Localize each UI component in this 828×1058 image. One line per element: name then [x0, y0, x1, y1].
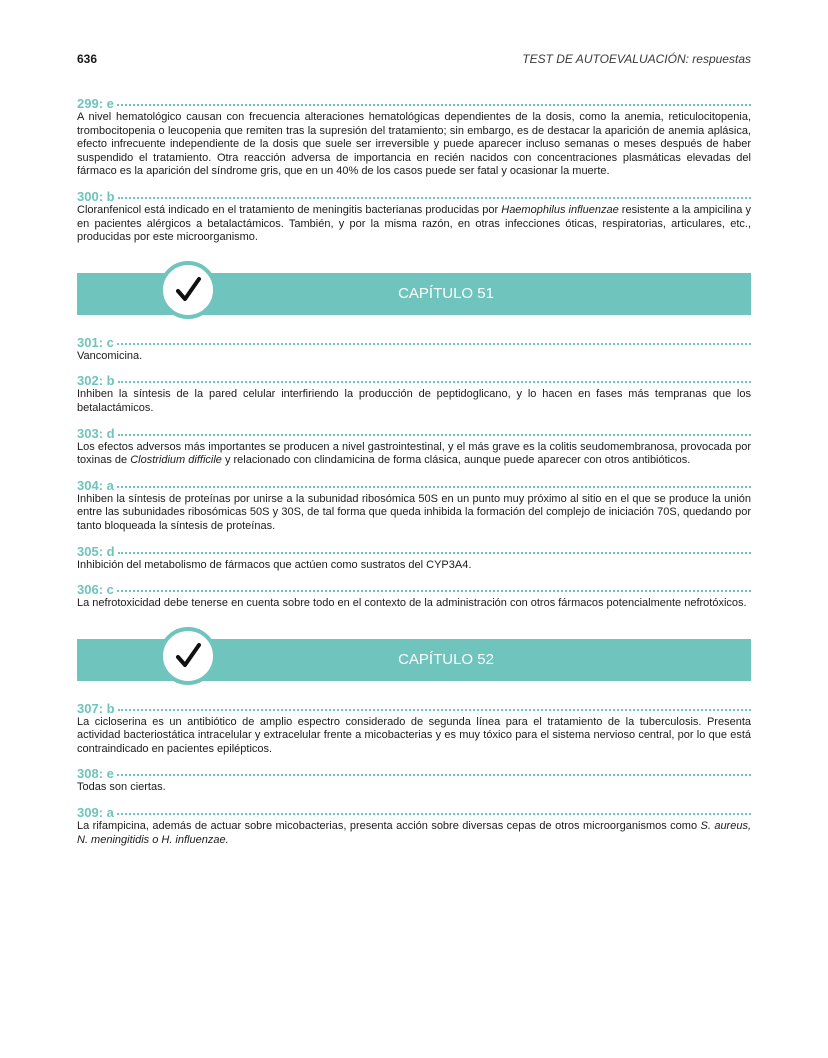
dotted-leader	[117, 343, 751, 345]
dotted-leader	[117, 813, 751, 815]
entry-group-b	[77, 335, 751, 611]
italic-term: S. aureus, N. meningitidis o H. influenzae.	[77, 820, 752, 846]
answer-entry	[77, 766, 751, 795]
answer-label: 302: b	[77, 373, 115, 389]
answer-explanation	[77, 388, 751, 415]
text-run: La nefrotoxicidad debe tenerse en cuenta sobre todo en el contexto de la administración con otros fármacos potencialmente nefrotóxicos.	[77, 597, 747, 610]
answer-label: 307: b	[77, 700, 115, 716]
answer-entry	[77, 805, 751, 847]
answer-explanation	[77, 350, 751, 364]
answer-explanation	[77, 493, 751, 534]
text-run: y relacionado con clindamicina de forma clásica, aunque puede aparecer con otros antibióticos.	[221, 454, 691, 467]
page-content	[77, 96, 751, 857]
answer-label: 306: c	[77, 582, 114, 598]
dotted-leader	[117, 104, 751, 106]
entry-group-c	[77, 701, 751, 848]
text-run: Los efectos adversos más importantes se producen a nivel gastrointestinal, y el más grave es la colitis seudomembranosa, provocada por toxinas de	[77, 440, 751, 467]
text-run: Vancomicina.	[77, 349, 143, 362]
answer-heading	[77, 766, 751, 781]
answer-heading	[77, 373, 751, 388]
dotted-leader	[117, 774, 751, 776]
italic-term: Clostridium difficile	[130, 454, 222, 467]
answer-heading	[77, 582, 751, 597]
dotted-leader	[118, 552, 751, 554]
answer-explanation	[77, 781, 751, 795]
answer-heading	[77, 701, 751, 716]
answer-heading	[77, 426, 751, 441]
dotted-leader	[118, 434, 751, 436]
answer-entry	[77, 373, 751, 415]
chapter-title: CAPÍTULO 52	[398, 650, 494, 668]
answer-explanation	[77, 204, 751, 245]
answer-label: 305: d	[77, 543, 115, 559]
page-number: 636	[77, 52, 98, 66]
answer-explanation	[77, 441, 751, 468]
dotted-leader	[118, 197, 751, 199]
answer-heading	[77, 189, 751, 204]
answer-explanation	[77, 716, 751, 757]
answer-explanation	[77, 559, 751, 573]
entry-group-a	[77, 96, 751, 245]
running-header: TEST DE AUTOEVALUACIÓN: respuestas	[522, 52, 751, 66]
answer-heading	[77, 478, 751, 493]
text-run: Inhiben la síntesis de proteínas por unirse a la subunidad ribosómica 50S en un punto muy próximo al sitio en el que se produce la unión entre las subunidades ribosómicas 50S y 30S, de tal forma que queda inhibida la formación del complejo de iniciación 70S, quedando por tanto bloqueada la síntesis de proteínas.	[77, 492, 751, 532]
answer-label: 308: e	[77, 766, 114, 782]
answer-heading	[77, 96, 751, 111]
answer-heading	[77, 335, 751, 350]
answer-label: 299: e	[77, 96, 114, 111]
text-run: La cicloserina es un antibiótico de amplio espectro considerado de segunda línea para el tratamiento de la tuberculosis. Presenta actividad bacteriostática intracelular y extracelular frente a micobacterias y es muy tóxico para el sistema nervioso central, por lo que está contraindicado en pacientes epilépticos.	[77, 715, 751, 755]
chapter-banner-51	[77, 273, 751, 315]
answer-explanation	[77, 597, 751, 611]
text-run: A nivel hematológico causan con frecuencia alteraciones hematológicas dependientes de la dosis, como la anemia, reticulocitopenia, trombocitopenia o leucopenia que remiten tras la supresión del tratamiento; sin embargo, es de destacar la aparición de anemia aplásica, efecto infrecuente independiente de la dosis que suele ser irreversible y puede aparecer incluso semanas o meses después de haber suspendido el tratamiento. Otra reacción adversa de importancia en recién nacidos con concentraciones plasmáticas elevadas del fármaco es la aparición del síndrome gris, que en un 40% de los casos puede ser fatal y ocasionar la muerte.	[77, 111, 751, 178]
chapter-title: CAPÍTULO 51	[398, 284, 494, 302]
text-run: La rifampicina, además de actuar sobre micobacterias, presenta acción sobre diversas cepas de otros microorganismos como	[77, 820, 701, 833]
answer-heading	[77, 544, 751, 559]
answer-heading	[77, 805, 751, 820]
text-run: Todas son ciertas.	[77, 781, 166, 794]
dotted-leader	[117, 590, 751, 592]
answer-label: 301: c	[77, 334, 114, 350]
answer-entry	[77, 582, 751, 611]
italic-term: Haemophilus influenzae	[501, 203, 619, 216]
text-run: Inhiben la síntesis de la pared celular interfiriendo la producción de peptidoglicano, y lo hacen en fases más tempranas que los betalactámicos.	[77, 388, 751, 414]
chapter-banner-52	[77, 639, 751, 681]
answer-entry	[77, 478, 751, 534]
answer-label: 300: b	[77, 188, 115, 204]
text-run: resistente a la ampicilina y en pacientes alérgicos a betalactámicos. También, y por la misma razón, en otras infecciones óticas, respiratorias, articulares, etc., producidas por este microorganismo.	[77, 203, 751, 244]
answer-entry	[77, 96, 751, 179]
dotted-leader	[117, 486, 751, 488]
dotted-leader	[118, 381, 751, 383]
answer-entry	[77, 189, 751, 245]
answer-label: 303: d	[77, 425, 115, 441]
answer-entry	[77, 544, 751, 573]
answer-entry	[77, 335, 751, 364]
dotted-leader	[118, 709, 751, 711]
answer-entry	[77, 426, 751, 468]
answer-label: 304: a	[77, 477, 114, 493]
answer-explanation	[77, 111, 751, 179]
text-run: Inhibición del metabolismo de fármacos que actúen como sustratos del CYP3A4.	[77, 558, 472, 571]
answer-explanation	[77, 820, 751, 847]
text-run: Cloranfenicol está indicado en el tratamiento de meningitis bacterianas producidas por	[77, 203, 502, 216]
answer-entry	[77, 701, 751, 757]
answer-label: 309: a	[77, 805, 114, 821]
